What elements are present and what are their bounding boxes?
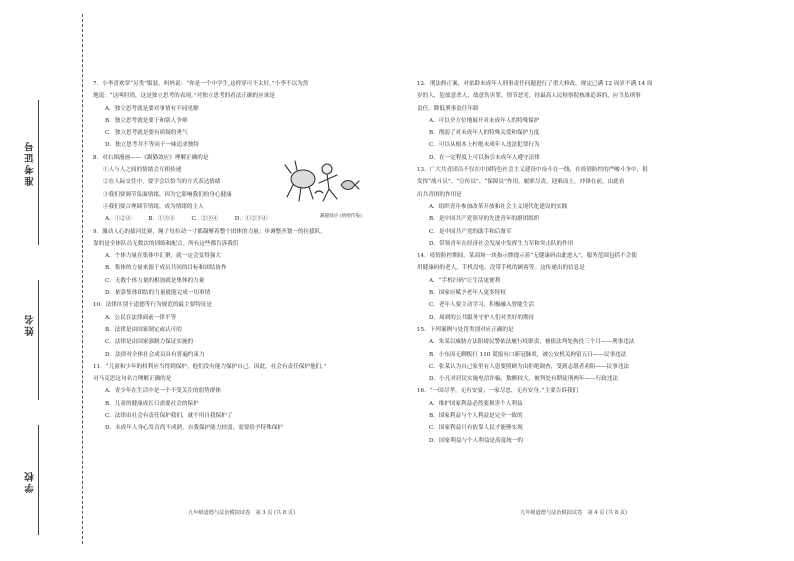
name-blank bbox=[38, 280, 39, 400]
q8-stem: 8．对右图漫画——《踢猫效应》理解正确的是 bbox=[93, 154, 209, 161]
q14-option-c: C．老年人要主动学习，积极融入智能生活 bbox=[429, 302, 534, 309]
q8-statement-1: ①人与人之间的情绪会互相传递 bbox=[103, 167, 182, 174]
exam-no-blank bbox=[38, 100, 39, 245]
q13-stem: 13．广大共青团员不仅在中国特色社会主义建设中奋斗在一线，在疫情防控的严峻斗争中，很 bbox=[417, 167, 648, 174]
q8-statement-3: ③我们要调节负面情绪，因为它影响我们的身心健康 bbox=[103, 191, 232, 198]
q9-stem: 9．激动人心的拔河比赛，绳子每拉动一寸都凝聚着整个团体的力量；步调整齐划一的拉拔队， bbox=[93, 228, 326, 235]
q7-option-a: A．独立思考就是要对事情有不同见解 bbox=[105, 105, 199, 112]
q11-option-d: D．未成年人身心发育尚不成熟，自我保护能力较弱，需要给予特殊保护 bbox=[105, 425, 283, 432]
q8-options: A．①②④ B．①③④ C．②③④ D．①②③④ bbox=[105, 216, 268, 223]
q7-option-c: C．独立思考就是要有质疑的勇气 bbox=[105, 130, 188, 137]
q15-option-a: A．朱某以威胁方法阻碍民警依法履行疫职责，被依法判处拘役三个月——刑事违法 bbox=[429, 339, 635, 346]
q12-stem-cont-2: 责任。降低刑事责任年龄 bbox=[417, 105, 479, 112]
q16-option-c: C．国家利益只有依靠人民才能够实现 bbox=[429, 425, 523, 432]
q13-option-a: A．组织青年参加改革开放和社会主义现代化建设的实践 bbox=[429, 203, 568, 210]
left-page-footer: 九年级道德与法治模拟试卷 第 3 页 (共 8 页) bbox=[188, 510, 296, 516]
cartoon-caption: 踢猫效应 (情绪传染) bbox=[320, 214, 362, 219]
school-blank bbox=[38, 425, 39, 535]
q12-option-b: B．削弱了对未成年人的特殊关爱和保护力度 bbox=[429, 130, 540, 137]
q12-stem-cont: 岁的人，犯故意杀人、故意伤害罪，情节恶劣，经最高人民检察院核准追诉的，应当负刑事 bbox=[417, 93, 641, 100]
q9-option-a: A．个体力量在集体中汇聚，就一定会变得强大 bbox=[105, 253, 221, 260]
q11-stem-cont: 对马克思这句名言理解正确的是 bbox=[93, 376, 172, 383]
q16-option-b: B．国家利益与个人利益是完全一致的 bbox=[429, 413, 523, 420]
q7-stem-cont: 地说：“这叫时尚，这是独立思考的表现。”对独立思考的看法正确的应该是 bbox=[93, 93, 275, 100]
name-label: 姓名 bbox=[25, 313, 36, 336]
q10-option-b: B．法律是由国家制定或认可的 bbox=[105, 326, 182, 333]
q10-option-c: C．法律是由国家强制力保证实施的 bbox=[105, 339, 194, 346]
q13-stem-cont: 发挥“战斗员”、“宣传员”、“保障员”作用，履职尽责，迎难而上，冲锋在前。由此看 bbox=[417, 179, 625, 186]
q9-option-b: B．集体的力量来源于成员共同的目标和团结协作 bbox=[105, 265, 227, 272]
q14-stem-cont: 用健康码的老人，手机没电、没带手机的顾客等。这传递出的信息是 bbox=[417, 265, 585, 272]
q9-stem-cont: 靠的是全体队员无数次的训练和配合。所有这些都告诉我们 bbox=[93, 240, 239, 247]
q11-option-b: B．儿童的健康成长只需要社会的保护 bbox=[105, 400, 199, 407]
q10-stem: 10．法律区别于道德等行为规范的最主要特征是 bbox=[93, 302, 212, 309]
q13-stem-cont-2: 出共青团的作用是 bbox=[417, 191, 462, 198]
q15-option-b: B．小东因无聊拨打 110 谎报有口新冠肺炎，被公安机关拘留五日——民事违法 bbox=[429, 351, 627, 358]
kick-cat-cartoon-image bbox=[283, 155, 361, 213]
q13-option-d: D．带领青年在经济社会发展中发挥生力军和突击队的作用 bbox=[429, 240, 574, 247]
q7-stem: 7．小李喜欢穿“另类”服装，妈妈说：“你是一个中学生,这样穿可不太好。”小李不以为然 bbox=[93, 81, 309, 87]
q11-option-a: A．青少年在生活中是一个不受关注的弱势群体 bbox=[105, 388, 221, 395]
right-page-footer: 九年级道德与法治模拟试卷 第 4 页 (共 8 页) bbox=[520, 510, 628, 516]
q15-option-d: D．小凡对居民实施电信诈骗，数额较大，被判处有期徒刑两年——行政违法 bbox=[429, 376, 619, 383]
q14-option-d: D．周到的公共服务守护人们对美好的期待 bbox=[429, 314, 535, 321]
q10-option-a: A．公民在法律面前一律平等 bbox=[105, 314, 177, 321]
exam-no-label: 准考证号 bbox=[25, 140, 36, 186]
q7-option-d: D．独立思考并不等同于一味追求独特 bbox=[105, 142, 199, 149]
q14-option-a: A．“手机扫码”让生活更便利 bbox=[429, 277, 501, 284]
q9-option-c: C．无数个体力量的相加就是集体的力量 bbox=[105, 277, 205, 284]
q15-stem: 15．下列案例与处罚类别对应正确的是 bbox=[417, 326, 514, 333]
q15-option-c: C．张某认为自己家里有人患要照顾为由拒绝调查，受到志愿者劝阻——民事违法 bbox=[429, 363, 630, 370]
binding-dashed-line bbox=[82, 14, 83, 544]
q16-stem: 16．“一国尽孝，无有安宴；一家尽忠，无有安身。”主要告诉我们 bbox=[417, 388, 579, 395]
q14-stem: 14．疫情防控期间，某商场一块指示牌提示着“无健康码由此进入”，服务范围包括不会使 bbox=[417, 253, 637, 260]
q13-option-c: C．是中国共产党的助手和后备军 bbox=[429, 228, 512, 235]
q11-stem: 11．“儿童和少年的权利应当得到保护。他们没有能力保护自己。因此，社会有责任保护他们。” bbox=[93, 363, 327, 370]
right-page bbox=[417, 78, 747, 447]
q16-option-d: D．国家利益与个人利益是高度统一的 bbox=[429, 437, 523, 444]
q12-option-d: D．在一定程度上可以指引未成年人遵守法律 bbox=[429, 154, 540, 161]
q7-option-b: B．独立思考就是要于和别人争辩 bbox=[105, 117, 188, 124]
q10-option-d: D．法律对全体社会成员具有普遍约束力 bbox=[105, 351, 205, 358]
q14-option-b: B．国家应赋予老年人更多特权 bbox=[429, 290, 506, 297]
q12-stem: 12．刑法修正案，对依龄未成年人刑事责任问题进行了重大修改。规定已满 12 周岁不满 14 周 bbox=[417, 81, 653, 87]
left-page bbox=[93, 78, 395, 435]
q13-option-b: B．是中国共产党领导的先进青年的群团组织 bbox=[429, 216, 540, 223]
q12-option-a: A．可以全方位地展开对未成年人的特殊保护 bbox=[429, 117, 540, 124]
q8-statement-2: ②在人际交往中，要学会以恰当的方式表达情绪 bbox=[103, 179, 221, 186]
school-label: 学校 bbox=[25, 470, 36, 493]
q9-option-d: D．依靠集体团结的力量就能完成一切事情 bbox=[105, 290, 211, 297]
q8-statement-4: ④我们要合理调节情绪，成为情绪的主人 bbox=[103, 203, 204, 210]
q11-option-c: C．法律由社会有责任保护我们，就不用自我保护了 bbox=[105, 413, 233, 420]
binding-margin bbox=[0, 0, 96, 561]
q12-option-c: C．可以从根本上杜绝未成年人违法犯罪行为 bbox=[429, 142, 540, 149]
q16-option-a: A．维护国家利益必然要损害个人利益 bbox=[429, 400, 523, 407]
